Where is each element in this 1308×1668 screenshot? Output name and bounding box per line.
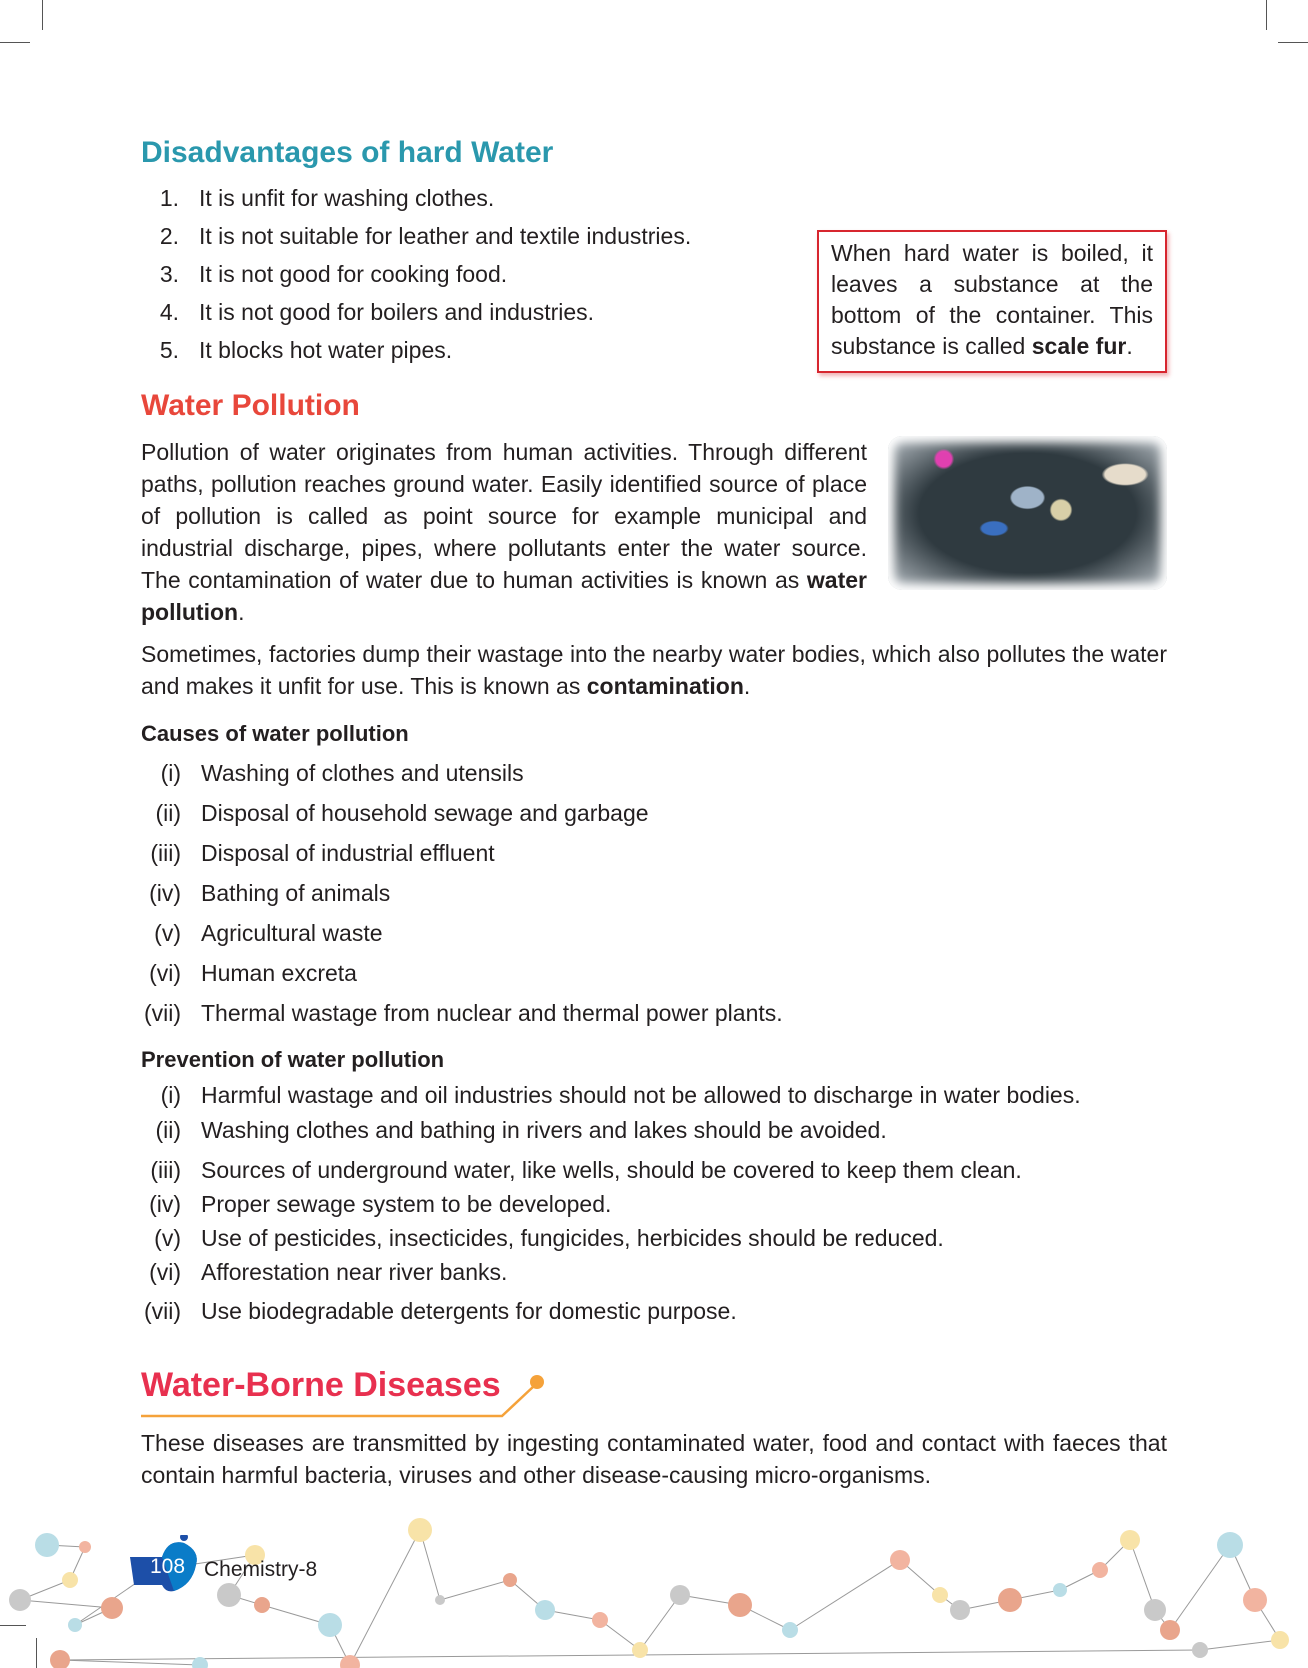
list-text: Harmful wastage and oil industries should not be allowed to discharge in water bodies.	[201, 1082, 1081, 1108]
page-number-badge	[128, 1535, 198, 1595]
list-item	[141, 1157, 1022, 1184]
molecule-atom	[670, 1585, 690, 1605]
list-item	[141, 1298, 737, 1325]
list-item	[141, 1259, 507, 1286]
diseases-paragraph: These diseases are transmitted by ingesting contaminated water, food and contact with faeces that contain harmful bacteria, viruses and other disease-causing micro-organisms.	[141, 1430, 1167, 1488]
list-item	[141, 760, 524, 787]
molecule-atom	[35, 1533, 59, 1557]
list-item	[141, 800, 649, 827]
polluted-water-photo	[888, 436, 1167, 590]
molecule-atom	[9, 1589, 31, 1611]
list-number: (ii)	[155, 1117, 181, 1143]
molecule-atom	[950, 1600, 970, 1620]
list-number: (vi)	[149, 960, 181, 986]
list-text: Afforestation near river banks.	[201, 1259, 508, 1285]
molecule-atom	[217, 1583, 241, 1607]
list-item	[141, 223, 691, 250]
pollution-paragraph-1	[141, 436, 867, 628]
molecule-bond	[60, 1650, 1200, 1660]
prevention-heading: Prevention of water pollution	[141, 1047, 445, 1072]
list-item	[141, 960, 357, 987]
list-number: (iv)	[149, 1191, 181, 1217]
list-text: Washing of clothes and utensils	[201, 760, 524, 786]
molecule-atom	[1271, 1631, 1289, 1649]
para-bold-term: water pollution	[141, 567, 867, 625]
molecule-atom	[101, 1597, 123, 1619]
molecule-bond	[350, 1530, 420, 1665]
note-bold-term: scale fur	[1031, 333, 1127, 359]
molecule-atom	[1053, 1583, 1067, 1597]
list-text: Thermal wastage from nuclear and thermal power plants.	[201, 1000, 783, 1026]
molecule-atom	[62, 1572, 78, 1588]
list-item	[141, 337, 452, 364]
molecule-atom	[1217, 1532, 1243, 1558]
list-text: Use of pesticides, insecticides, fungicides, herbicides should be reduced.	[201, 1225, 944, 1251]
list-number: (ii)	[155, 800, 181, 826]
list-text: It is not good for cooking food.	[199, 261, 508, 287]
molecule-atom	[932, 1587, 948, 1603]
list-number: (i)	[160, 760, 181, 786]
molecule-atom	[1092, 1562, 1108, 1578]
list-item	[141, 185, 494, 212]
heading-underline-decoration	[138, 1370, 558, 1422]
molecule-bond	[60, 1660, 200, 1665]
list-text: Sources of underground water, like wells, should be covered to keep them clean.	[201, 1157, 1022, 1183]
causes-heading: Causes of water pollution	[141, 721, 409, 746]
list-number: 3.	[159, 261, 179, 287]
note-end: .	[1126, 333, 1133, 359]
list-number: (vii)	[143, 1298, 181, 1324]
list-text: Human excreta	[201, 960, 357, 986]
molecule-atom	[79, 1541, 91, 1553]
list-text: Use biodegradable detergents for domestic purpose.	[201, 1298, 737, 1324]
molecule-atom	[1160, 1620, 1180, 1640]
molecule-atom	[728, 1593, 752, 1617]
list-text: Disposal of industrial effluent	[201, 840, 495, 866]
molecule-atom	[592, 1612, 608, 1628]
list-item	[141, 880, 390, 907]
molecule-atom	[50, 1650, 70, 1668]
list-text: It is unfit for washing clothes.	[199, 185, 495, 211]
crop-mark	[42, 0, 43, 30]
list-number: (v)	[154, 920, 181, 946]
para-end: .	[743, 673, 751, 699]
list-text: It is not good for boilers and industries.	[199, 299, 595, 325]
list-number: 2.	[159, 223, 179, 249]
molecule-atom	[535, 1600, 555, 1620]
molecule-atom	[782, 1622, 798, 1638]
para-text: Sometimes, factories dump their wastage into the nearby water bodies, which also pollutes the water and makes it unfit for use. This is known as	[141, 641, 1167, 699]
list-item	[141, 1000, 783, 1027]
molecule-atom	[1144, 1599, 1166, 1621]
list-item	[141, 1117, 887, 1144]
book-title: Chemistry-8	[204, 1558, 318, 1581]
molecule-bond	[790, 1560, 900, 1630]
list-number: (vii)	[143, 1000, 181, 1026]
list-item	[141, 261, 507, 288]
note-text: When hard water is boiled, it leaves a substance at the bottom of the container. This substance is called	[831, 240, 1153, 359]
list-item	[141, 299, 594, 326]
para-text: Pollution of water originates from human activities. Through different paths, pollution reaches ground water. Easily identified source of place of pollution is called as point source for example municipal and industrial discharge, pipes, where pollutants enter the water source. The contamination of water due to human activities is known as	[141, 439, 867, 593]
list-text: Disposal of household sewage and garbage	[201, 800, 649, 826]
list-item	[141, 1082, 1081, 1109]
list-number: (i)	[160, 1082, 181, 1108]
list-text: Proper sewage system to be developed.	[201, 1191, 612, 1217]
molecule-bond	[640, 1595, 680, 1650]
molecule-atom	[998, 1588, 1022, 1612]
molecule-atom	[435, 1595, 445, 1605]
molecule-bond	[440, 1580, 510, 1600]
list-item	[141, 920, 383, 947]
molecule-atom	[632, 1642, 648, 1658]
list-text: Washing clothes and bathing in rivers and lakes should be avoided.	[201, 1117, 887, 1143]
molecule-atom	[890, 1550, 910, 1570]
molecule-bond	[20, 1600, 112, 1608]
crop-mark	[1266, 0, 1267, 30]
page-number: 108	[150, 1555, 186, 1578]
list-number: (iii)	[150, 840, 181, 866]
para-bold-term: contamination	[586, 673, 744, 699]
molecule-bond	[1130, 1540, 1155, 1610]
para-end: .	[238, 599, 245, 625]
molecule-atom	[1243, 1588, 1267, 1612]
crop-mark	[0, 42, 30, 43]
molecule-atom	[503, 1573, 517, 1587]
list-item	[141, 1225, 944, 1252]
list-text: Agricultural waste	[201, 920, 383, 946]
list-number: (iii)	[150, 1157, 181, 1183]
list-item	[141, 840, 495, 867]
molecule-bond	[1170, 1545, 1230, 1630]
list-number: 4.	[159, 299, 179, 325]
molecule-atom	[408, 1518, 432, 1542]
list-text: It is not suitable for leather and textile industries.	[199, 223, 692, 249]
list-item	[141, 1191, 611, 1218]
list-number: 5.	[159, 337, 179, 363]
scale-fur-note	[817, 230, 1167, 373]
molecule-atom	[1120, 1530, 1140, 1550]
pollution-paragraph-2	[141, 638, 1167, 702]
list-number: (iv)	[149, 880, 181, 906]
list-number: (v)	[154, 1225, 181, 1251]
list-number: 1.	[159, 185, 179, 211]
water-borne-diseases-heading: Water-Borne Diseases	[141, 1366, 501, 1404]
disadvantages-heading: Disadvantages of hard Water	[141, 136, 554, 169]
molecule-atom	[1192, 1642, 1208, 1658]
list-number: (vi)	[149, 1259, 181, 1285]
water-pollution-heading: Water Pollution	[141, 389, 360, 422]
list-text: Bathing of animals	[201, 880, 391, 906]
molecule-bond	[1200, 1640, 1280, 1650]
molecule-atom	[318, 1613, 342, 1637]
crop-mark	[1278, 42, 1308, 43]
molecule-atom	[68, 1618, 82, 1632]
list-text: It blocks hot water pipes.	[199, 337, 453, 363]
molecule-atom	[254, 1597, 270, 1613]
